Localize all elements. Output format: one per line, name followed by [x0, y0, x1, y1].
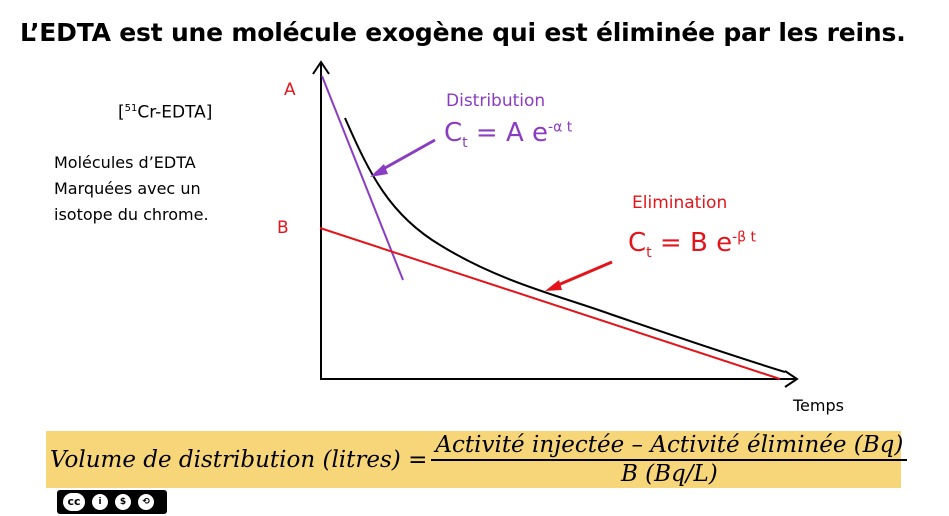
- equation-denominator: B (Bq/L): [620, 461, 718, 487]
- nc-icon: $: [113, 492, 133, 512]
- equation-numerator: Activité injectée – Activité éliminée (Bq): [431, 432, 907, 461]
- slide-title: L’EDTA est une molécule exogène qui est éliminée par les reins.: [20, 18, 906, 47]
- label-a: A: [284, 80, 296, 100]
- description-line: Marquées avec un: [54, 179, 201, 198]
- description-line: isotope du chrome.: [54, 205, 209, 224]
- cc-icon: cc: [61, 491, 87, 513]
- elimination-label: Elimination: [632, 193, 728, 213]
- creative-commons-badge[interactable]: [57, 490, 167, 514]
- elimination-formula: $C_t = B$ $e^{-\beta t}$: [628, 228, 757, 262]
- volume-equation: [50, 432, 907, 488]
- sa-icon: ⟲: [136, 492, 156, 512]
- label-b: B: [277, 218, 289, 238]
- distribution-arrowhead: [370, 164, 388, 177]
- equation-fraction: [431, 432, 907, 488]
- distribution-formula: $C_t = A$ $e^{-\alpha t}$: [444, 118, 573, 152]
- by-icon: i: [90, 492, 110, 512]
- distribution-line: [322, 76, 403, 280]
- isotope-label: [$^{51}$Cr-EDTA]: [118, 102, 213, 123]
- distribution-label: Distribution: [446, 91, 546, 111]
- elimination-arrowhead: [545, 280, 562, 291]
- description-line: Molécules d’EDTA: [54, 153, 196, 172]
- equation-lhs: Volume de distribution (litres) =: [50, 447, 428, 473]
- x-axis-label: Temps: [793, 396, 844, 415]
